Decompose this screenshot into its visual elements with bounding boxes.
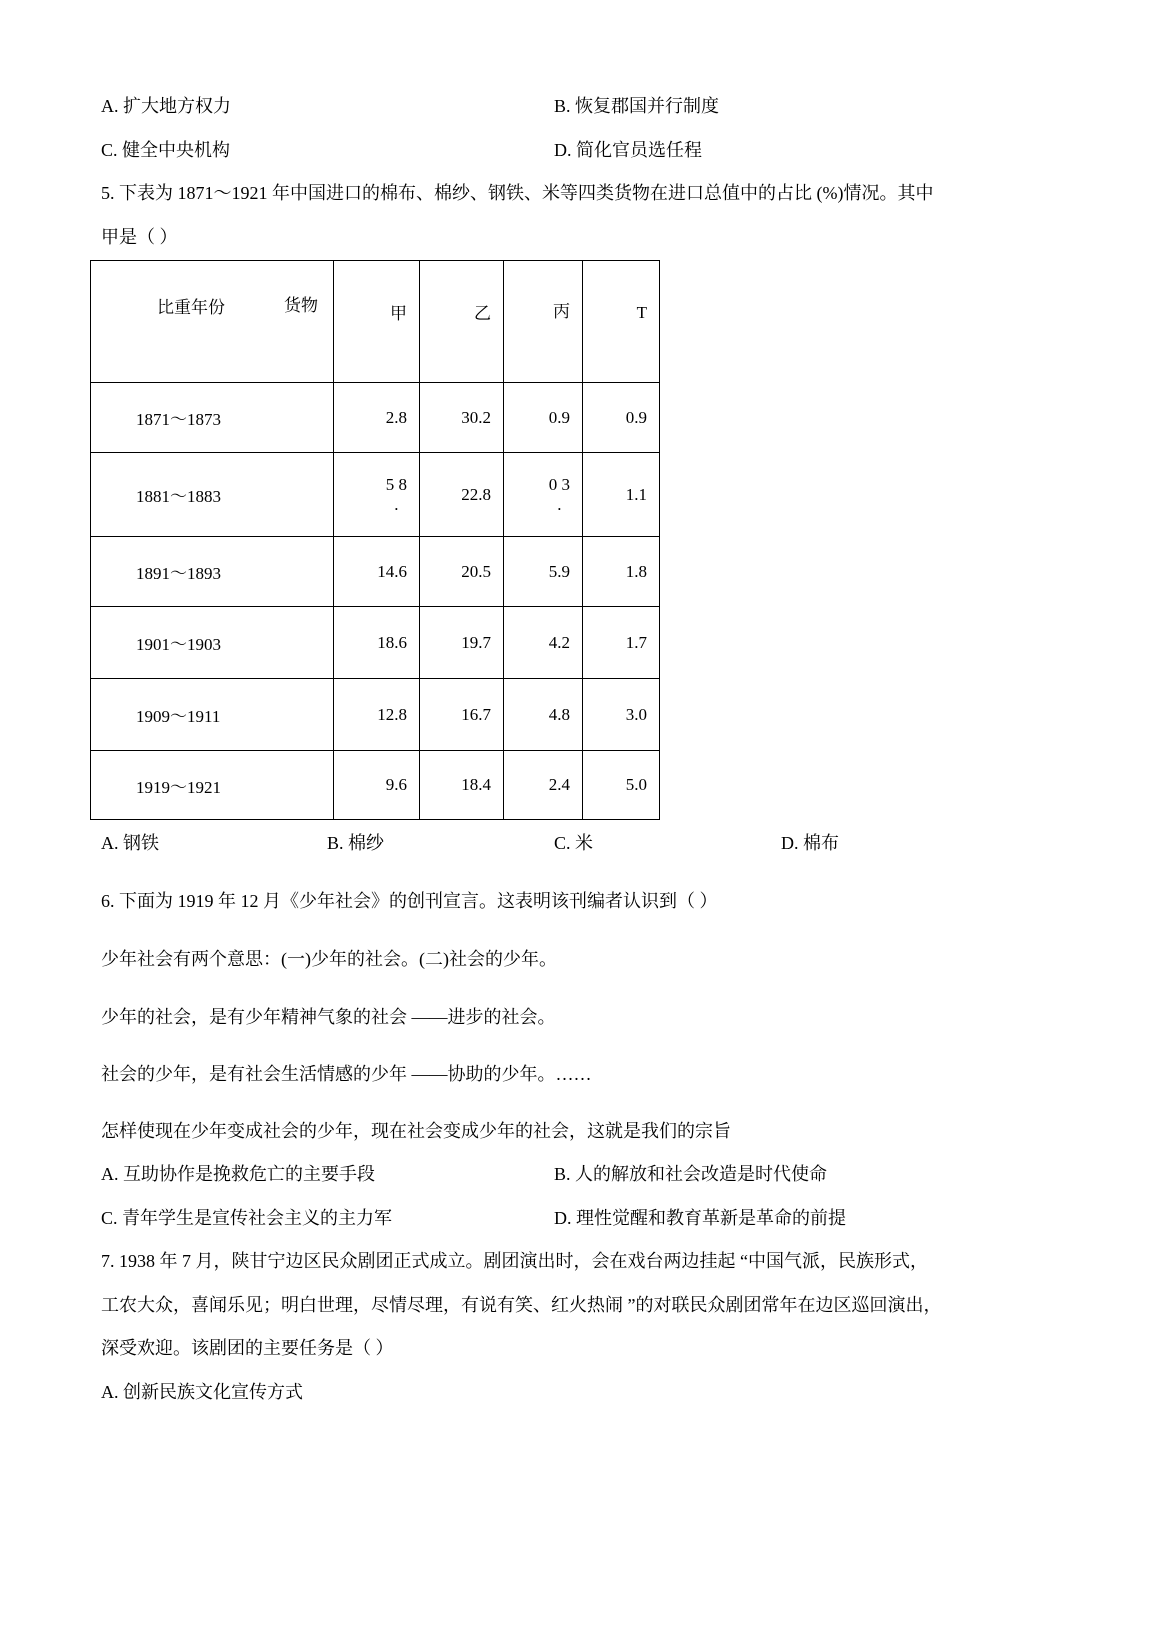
q5-stem: 5. 下表为 1871～1921 年中国进口的棉布、棉纱、钢铁、米等四类货物在进口总值中的占比 (%)情况。其中 xyxy=(101,183,934,203)
corner-left: 比重年份 xyxy=(157,298,225,317)
q5-option-c[interactable]: C. 米 xyxy=(554,833,594,853)
q4-option-c[interactable]: C. 健全中央机构 xyxy=(101,140,231,160)
q6-quote-line: 少年的社会，是有少年精神气象的社会 ——进步的社会。 xyxy=(101,1007,556,1027)
q4-option-d[interactable]: D. 简化官员选任程 xyxy=(554,140,702,160)
value-cell: 1.8 xyxy=(583,537,660,607)
q4-option-a[interactable]: A. 扩大地方权力 xyxy=(101,96,231,116)
q6-option-b[interactable]: B. 人的解放和社会改造是时代使命 xyxy=(554,1164,828,1184)
table-row xyxy=(91,679,660,751)
value-cell: 0.9 xyxy=(583,383,660,453)
value-cell: 20.5 xyxy=(420,537,504,607)
year-cell: 1919～1921 xyxy=(91,751,334,820)
col-header: 甲 xyxy=(334,261,420,383)
q5-stem-cont: 甲是（ ） xyxy=(101,227,178,247)
q6-option-c[interactable]: C. 青年学生是宣传社会主义的主力军 xyxy=(101,1208,393,1228)
value-cell: 5.9 xyxy=(504,537,583,607)
q7-stem-cont: 深受欢迎。该剧团的主要任务是（ ） xyxy=(101,1338,394,1358)
value-cell: 2.4 xyxy=(504,751,583,820)
value-digits: 0 3 xyxy=(548,474,570,494)
q6-quote-line: 少年社会有两个意思：(一)少年的社会。(二)社会的少年。 xyxy=(101,949,557,969)
value-cell: 30.2 xyxy=(420,383,504,453)
col-header: T xyxy=(583,261,660,383)
year-cell: 1901～1903 xyxy=(91,607,334,679)
q5-option-a[interactable]: A. 钢铁 xyxy=(101,833,159,853)
q7-option-a[interactable]: A. 创新民族文化宣传方式 xyxy=(101,1382,303,1402)
value-cell: 9.6 xyxy=(334,751,420,820)
q7-stem-cont: 工农大众，喜闻乐见；明白世理，尽情尽理，有说有笑、红火热闹 ”的对联民众剧团常年在边区巡回演出， xyxy=(101,1295,942,1315)
col-header: 丙 xyxy=(504,261,583,383)
value-cell: 22.8 xyxy=(420,453,504,537)
corner-header xyxy=(91,261,334,383)
q6-quote-line: 怎样使现在少年变成社会的少年，现在社会变成少年的社会，这就是我们的宗旨 xyxy=(101,1121,731,1141)
corner-right: 货物 xyxy=(284,296,318,315)
value-cell: 4.8 xyxy=(504,679,583,751)
q7-stem: 7. 1938 年 7 月，陕甘宁边区民众剧团正式成立。剧团演出时，会在戏台两边挂起 “中国气派，民族形式， xyxy=(101,1251,928,1271)
year-cell: 1909～1911 xyxy=(91,679,334,751)
value-cell: 3.0 xyxy=(583,679,660,751)
value-cell: 12.8 xyxy=(334,679,420,751)
table-row xyxy=(91,537,660,607)
year-cell: 1881～1883 xyxy=(91,453,334,537)
value-dot: . xyxy=(394,494,399,514)
table-row xyxy=(91,453,660,537)
year-cell: 1891～1893 xyxy=(91,537,334,607)
value-cell: 2.8 xyxy=(334,383,420,453)
value-cell: 19.7 xyxy=(420,607,504,679)
table-row xyxy=(91,383,660,453)
col-header: 乙 xyxy=(420,261,504,383)
value-digits: 5 8 xyxy=(385,474,407,494)
table-row xyxy=(91,607,660,679)
q5-option-b[interactable]: B. 棉纱 xyxy=(327,833,385,853)
value-cell: 4.2 xyxy=(504,607,583,679)
value-dot: . xyxy=(557,494,562,514)
q6-stem: 6. 下面为 1919 年 12 月《少年社会》的创刊宣言。这表明该刊编者认识到（ ） xyxy=(101,891,718,911)
value-cell: 1.1 xyxy=(583,453,660,537)
value-cell: 0.9 xyxy=(504,383,583,453)
q4-option-b[interactable]: B. 恢复郡国并行制度 xyxy=(554,96,720,116)
q6-quote-line: 社会的少年，是有社会生活情感的少年 ——协助的少年。…… xyxy=(101,1064,592,1084)
import-share-table xyxy=(90,260,660,820)
value-cell xyxy=(504,453,583,537)
q6-option-d[interactable]: D. 理性觉醒和教育革新是革命的前提 xyxy=(554,1208,846,1228)
value-cell: 14.6 xyxy=(334,537,420,607)
value-cell: 18.4 xyxy=(420,751,504,820)
year-cell: 1871～1873 xyxy=(91,383,334,453)
table-row xyxy=(91,751,660,820)
q5-option-d[interactable]: D. 棉布 xyxy=(781,833,839,853)
value-cell: 16.7 xyxy=(420,679,504,751)
value-cell: 5.0 xyxy=(583,751,660,820)
value-cell: 1.7 xyxy=(583,607,660,679)
value-cell: 18.6 xyxy=(334,607,420,679)
value-cell xyxy=(334,453,420,537)
q6-option-a[interactable]: A. 互助协作是挽救危亡的主要手段 xyxy=(101,1164,375,1184)
